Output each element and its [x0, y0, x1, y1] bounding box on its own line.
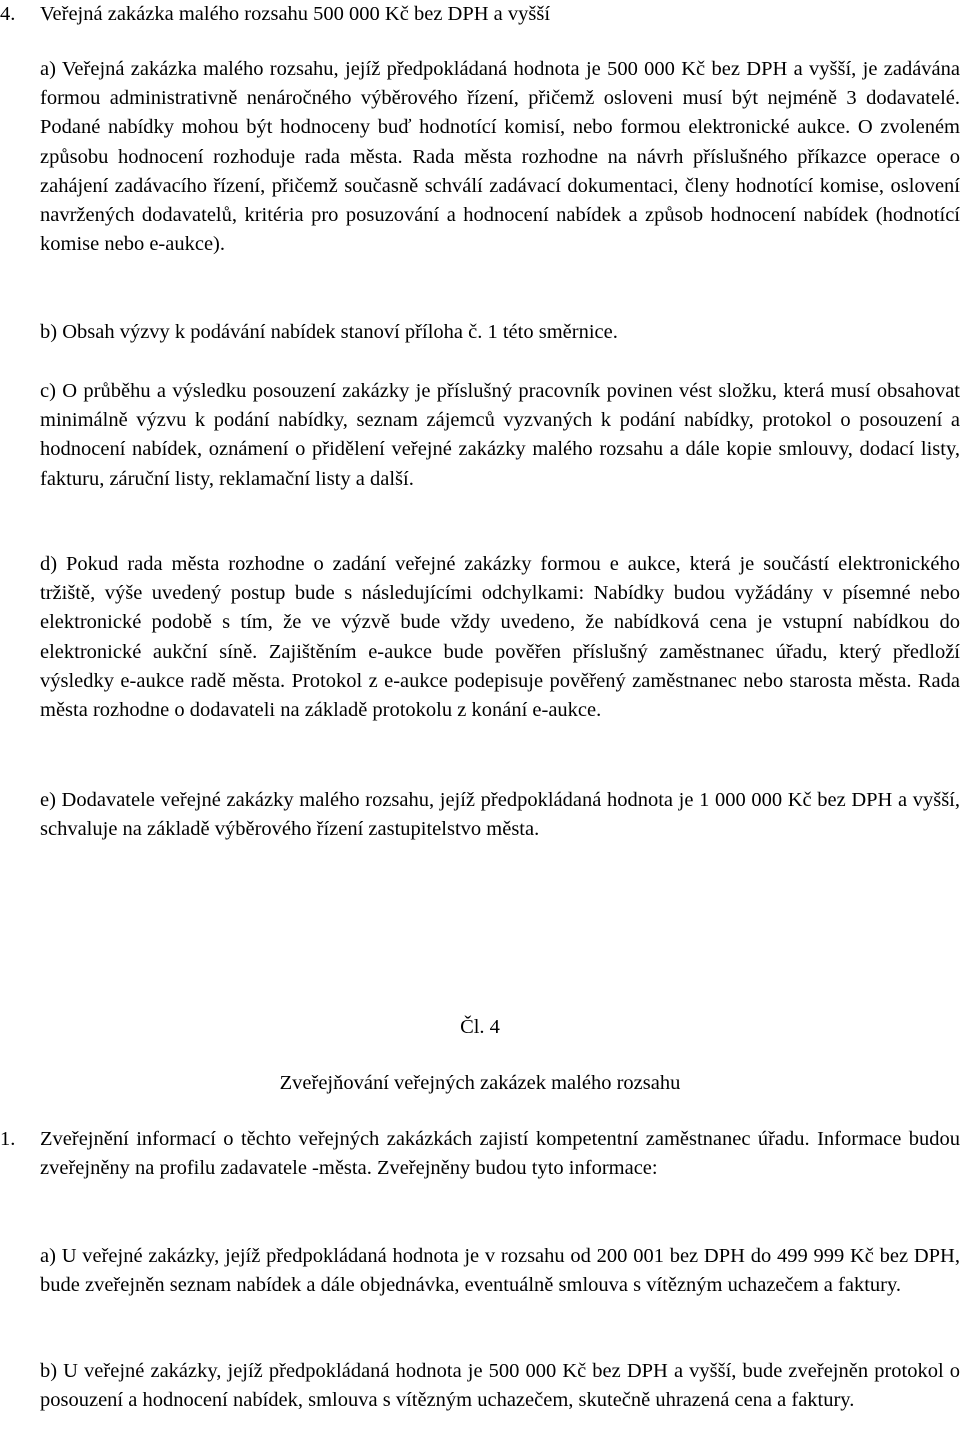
sub-paragraph-a: a) U veřejné zakázky, jejíž předpokládaná hodnota je v rozsahu od 200 001 bez DPH do 499 999 Kč bez DPH, bude zveřejněn seznam nabídek a dále objednávka, eventuálně smlouva s vítězným uchazečem a faktury.	[40, 1245, 960, 1297]
sub-paragraph-b: b) U veřejné zakázky, jejíž předpokládaná hodnota je 500 000 Kč bez DPH a vyšší, bude zveřejněn protokol o posouzení a hodnocení nabídek, smlouva s vítězným uchazečem, skutečně uhrazená cena a faktury.	[40, 1360, 960, 1412]
item-text: Zveřejnění informací o těchto veřejných zakázkách zajistí kompetentní zaměstnanec úřadu. Informace budou zveřejněny na profilu zadavatele -města. Zveřejněny budou tyto informace:	[40, 1128, 960, 1180]
numbered-item-1	[0, 1125, 960, 1183]
paragraph-d: d) Pokud rada města rozhodne o zadání veřejné zakázky formou e aukce, která je součástí elektronického tržiště, výše uvedený postup bude s následujícími odchylkami: Nabídky budou vyžádány v písemné nebo elektronické podobě s tím, že ve výzvě bude vždy uvedeno, že nabídková cena je vstupní nabídkou do elektronické aukční síně. Zajištěním e-aukce bude pověřen příslušný zaměstnanec úřadu, který předloží výsledky e-aukce radě města. Protokol z e-aukce podepisuje pověřený zaměstnanec nebo starosta města. Rada města rozhodne o dodavateli na základě protokolu z konání e-aukce.	[40, 553, 960, 722]
item-number: 1.	[0, 1128, 16, 1150]
paragraph-a: a) Veřejná zakázka malého rozsahu, jejíž předpokládaná hodnota je 500 000 Kč bez DPH a vyšší, je zadávána formou administrativně nenáročného výběrového řízení, přičemž osloveni musí být nejméně 3 dodavatelé. Podané nabídky mohou být hodnoceny buď hodnotící komisí, nebo formou elektronické aukce. O zvoleném způsobu hodnocení rozhoduje rada města. Rada města rozhodne na návrh příslušného příkazce operace o zahájení zadávacího řízení, přičemž současně schválí zadávací dokumentaci, členy hodnotící komise, oslovení navržených dodavatelů, kritéria pro posuzování a hodnocení nabídek a způsob hodnocení nabídek (hodnotící komise nebo e-aukce).	[40, 58, 960, 256]
paragraph-c: c) O průběhu a výsledku posouzení zakázky je příslušný pracovník povinen vést složku, která musí obsahovat minimálně výzvu k podání nabídky, seznam zájemců vyzvaných k podání nabídky, protokol o posouzení a hodnocení nabídek, oznámení o přidělení veřejné zakázky malého rozsahu a dále kopie smlouvy, dodací listy, fakturu, záruční listy, reklamační listy a další.	[40, 380, 960, 490]
paragraph-b: b) Obsah výzvy k podávání nabídek stanoví příloha č. 1 této směrnice.	[40, 321, 618, 343]
section-number: 4.	[0, 3, 16, 25]
section-title: Veřejná zakázka malého rozsahu 500 000 Kč bez DPH a vyšší	[40, 3, 551, 25]
section-heading	[0, 0, 550, 29]
paragraph-e: e) Dodavatele veřejné zakázky malého rozsahu, jejíž předpokládaná hodnota je 1 000 000 Kč bez DPH a vyšší, schvaluje na základě výběrového řízení zastupitelstvo města.	[40, 789, 960, 841]
article-title: Zveřejňování veřejných zakázek malého rozsahu	[279, 1072, 681, 1094]
article-number: Čl. 4	[460, 1016, 500, 1038]
